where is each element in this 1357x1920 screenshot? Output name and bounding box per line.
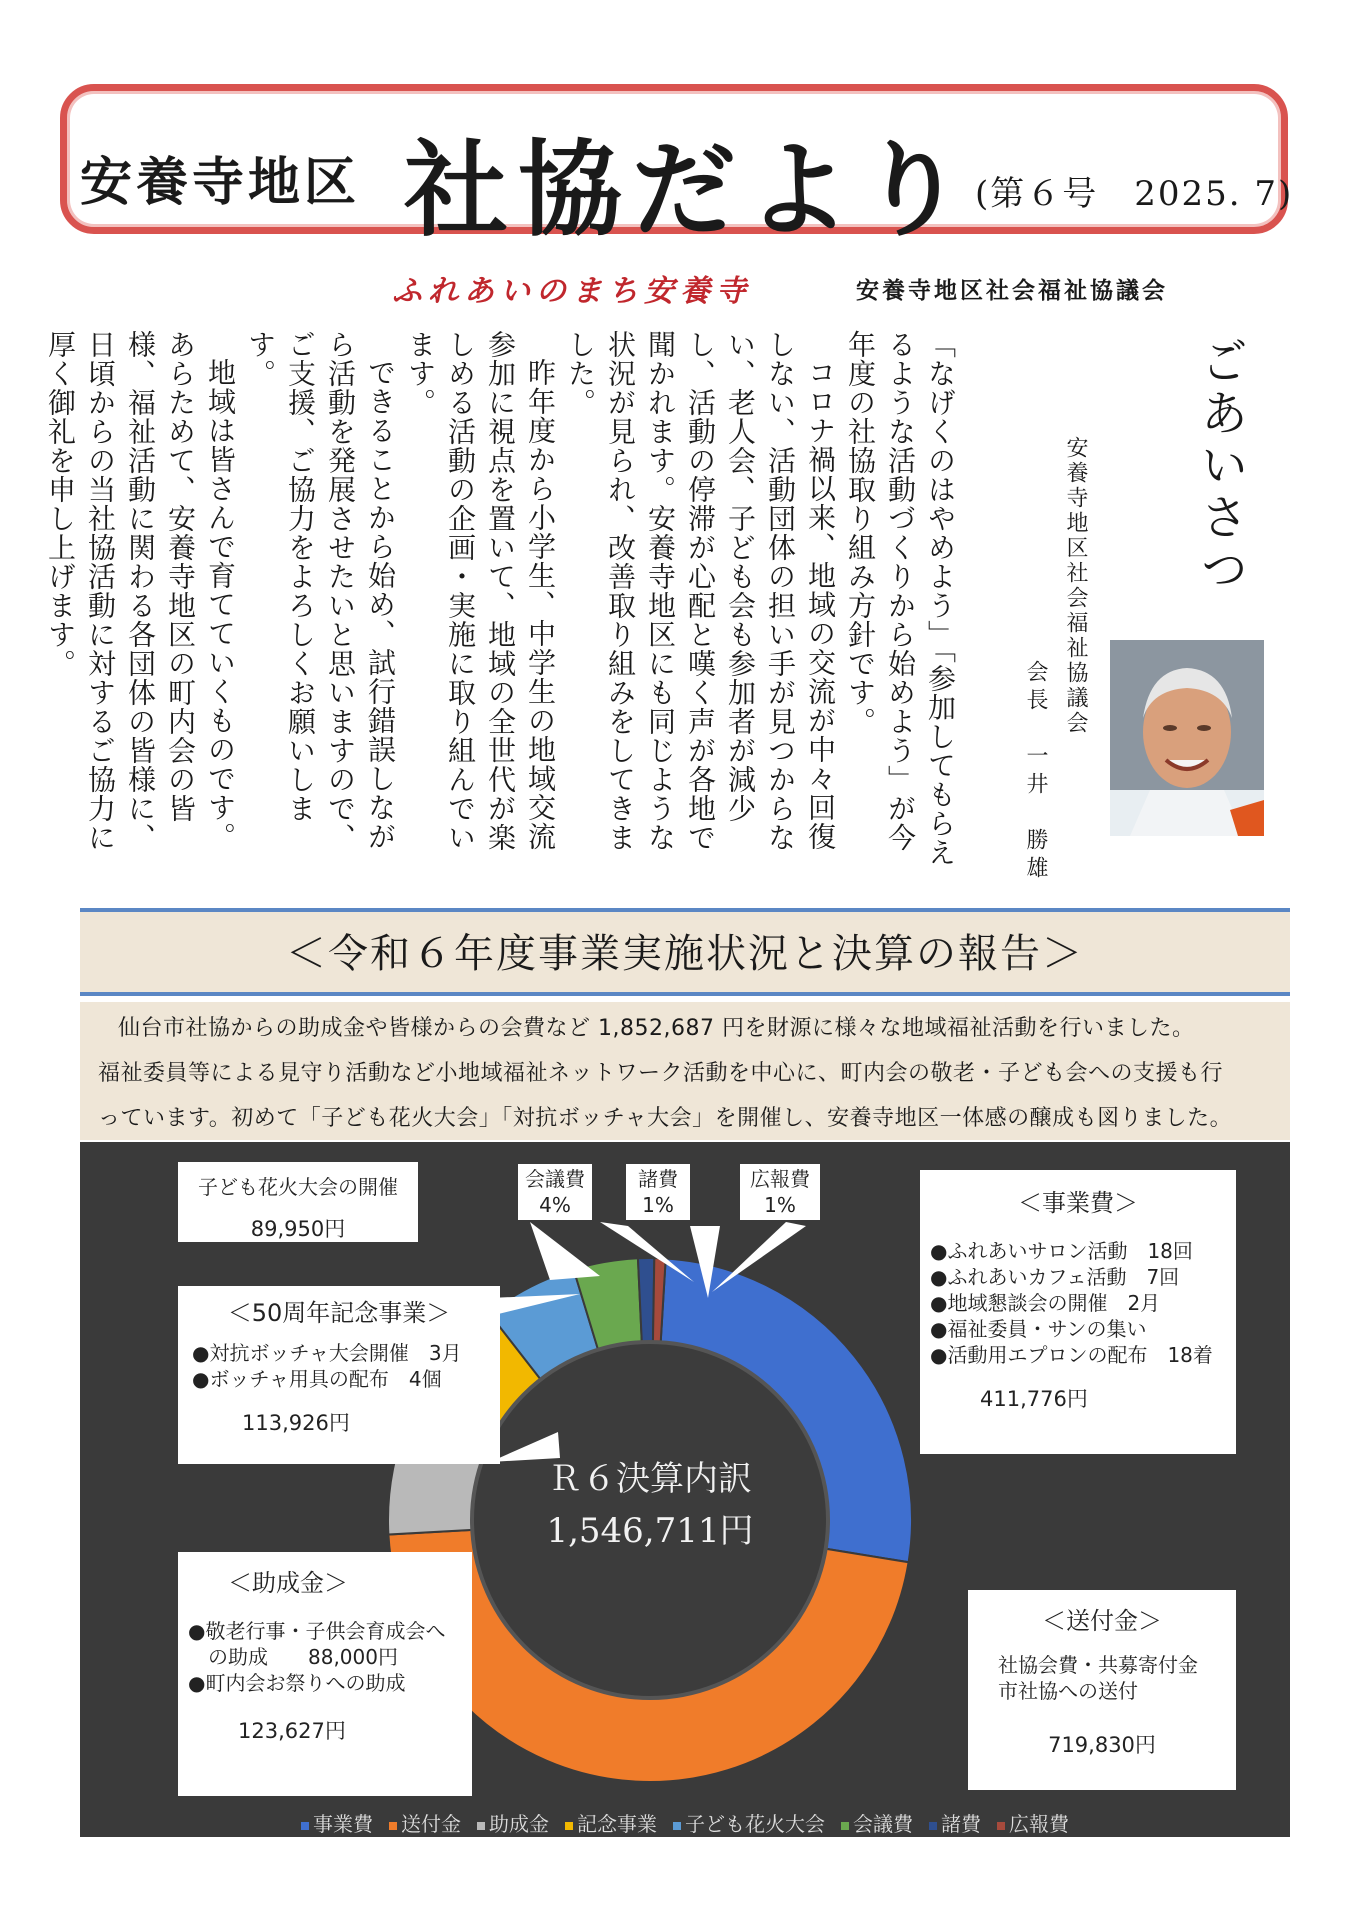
- legend-item: [997, 1812, 1069, 1836]
- callout-joseikin-amount: 123,627円: [238, 1719, 346, 1743]
- legend-label: 子ども花火大会: [685, 1812, 825, 1836]
- legend-swatch: [841, 1822, 849, 1830]
- area-name: 安養寺地区: [80, 152, 361, 213]
- callout-joseikin-heading: ＜助成金＞: [228, 1569, 348, 1597]
- callout-sofukin-item: 市社協への送付: [998, 1679, 1138, 1703]
- callout-jigyohi-heading: ＜事業費＞: [1018, 1189, 1138, 1217]
- legend-swatch: [477, 1822, 485, 1830]
- legend-swatch: [997, 1822, 1005, 1830]
- report-intro-line: 仙台市社協からの助成金や皆様からの会費など 1,852,687 円を財源に様々な地域福祉活動を行いました。: [118, 1016, 1195, 1041]
- callout-jigyohi-item: ●地域懇談会の開催 2月: [930, 1291, 1161, 1315]
- greeting-paragraph-5: 地域は皆さんで育てていくものです。: [204, 358, 237, 851]
- callout-koho: [740, 1164, 820, 1220]
- callout-koho-pct: 1%: [764, 1193, 796, 1217]
- callout-sofukin-item: 社協会費・共募寄付金: [998, 1653, 1198, 1677]
- callout-joseikin: [178, 1552, 472, 1796]
- chair-organization: 安養寺地区社会福祉協議会: [1063, 436, 1088, 736]
- legend-item: [673, 1812, 825, 1836]
- callout-shohi-pct: 1%: [642, 1193, 674, 1217]
- legend-swatch: [673, 1822, 681, 1830]
- callout-kinen-heading: ＜50周年記念事業＞: [227, 1299, 451, 1327]
- slogan: ふれあいのまち安養寺: [392, 274, 752, 309]
- callout-joseikin-item: の助成 88,000円: [188, 1645, 398, 1669]
- greeting-body: [44, 330, 960, 870]
- callout-kaigi-pct: 4%: [539, 1193, 571, 1217]
- chair-photo: [1110, 640, 1264, 836]
- legend-swatch: [565, 1822, 573, 1830]
- issue-number: (第６号 2025. 7): [975, 174, 1294, 214]
- callout-hanabi-heading: 子ども花火大会の開催: [198, 1175, 398, 1199]
- legend-item: [841, 1812, 913, 1836]
- callout-jigyohi-amount: 411,776円: [980, 1387, 1088, 1411]
- callout-kaigi: [518, 1164, 592, 1220]
- callout-koho-name: 広報費: [750, 1167, 810, 1191]
- chart-center-label: Ｒ６決算内訳: [548, 1459, 752, 1499]
- callout-joseikin-item: ●町内会お祭りへの助成: [188, 1671, 406, 1695]
- callout-sofukin-amount: 719,830円: [1048, 1733, 1156, 1757]
- legend-swatch: [389, 1822, 397, 1830]
- callout-joseikin-item: ●敬老行事・子供会育成会へ: [188, 1619, 446, 1643]
- callout-shohi-name: 諸費: [638, 1167, 678, 1191]
- callout-kinen: [178, 1286, 500, 1464]
- report-intro-line: っています。初めて「子ども花火大会」「対抗ボッチャ大会」を開催し、安養寺地区一体感の醸成も図りました。: [98, 1106, 1233, 1131]
- callout-sofukin: [968, 1590, 1236, 1790]
- report-intro: [80, 1002, 1290, 1140]
- donut-slice-7: [638, 1258, 654, 1342]
- legend-label: 助成金: [489, 1812, 549, 1836]
- report-title: ＜令和６年度事業実施状況と決算の報告＞: [286, 931, 1084, 977]
- legend-item: [477, 1812, 549, 1836]
- portrait-illustration: [1110, 640, 1264, 836]
- greeting-paragraph-1: 「なげくのはやめよう」「参加してもらえるような活動づくりから始めよう」が今年度の社協取り組み方針です。: [844, 330, 957, 867]
- callout-kinen-item: ●ボッチャ用具の配布 4個: [192, 1367, 442, 1391]
- report-intro-line: 福祉委員等による見守り活動など小地域福祉ネットワーク活動を中心に、町内会の敬老・子ども会への支援も行: [98, 1061, 1224, 1086]
- legend-label: 事業費: [313, 1812, 373, 1836]
- budget-chart-area: [80, 1142, 1290, 1837]
- callout-jigyohi-item: ●活動用エプロンの配布 18着: [930, 1343, 1213, 1367]
- publisher: 安養寺地区社会福祉協議会: [856, 277, 1168, 304]
- callout-hanabi: [178, 1162, 418, 1242]
- chart-legend: [80, 1808, 1290, 1837]
- callout-sofukin-heading: ＜送付金＞: [1042, 1607, 1162, 1635]
- greeting-heading: ごあいさつ: [1192, 336, 1248, 596]
- newsletter-title: 社協だより: [404, 128, 975, 251]
- legend-label: 広報費: [1009, 1812, 1069, 1836]
- legend-swatch: [929, 1822, 937, 1830]
- callout-shohi: [626, 1164, 690, 1220]
- legend-item: [389, 1812, 461, 1836]
- legend-label: 会議費: [853, 1812, 913, 1836]
- callout-kaigi-name: 会議費: [525, 1167, 585, 1191]
- legend-swatch: [301, 1822, 309, 1830]
- greeting-paragraph-4: できることから始め、試行錯誤しながら活動を発展させたいと思いますので、ご支援、ご協力をよろしくお願いします。: [244, 330, 397, 852]
- legend-item: [929, 1812, 981, 1836]
- callout-jigyohi-item: ●ふれあいカフェ活動 7回: [930, 1265, 1180, 1289]
- chair-name: 会長 一井 勝雄: [1023, 660, 1048, 884]
- legend-label: 送付金: [401, 1812, 461, 1836]
- chart-center-total: 1,546,711円: [546, 1511, 754, 1551]
- greeting-paragraph-2: コロナ禍以来、地域の交流が中々回復しない、活動団体の担い手が見つからない、老人会、子ども会も参加者が減少し、活動の停滞が心配と嘆く声が各地で聞かれます。安養寺地区にも同じような状況が見られ、改善取り組みをしてきました。: [564, 330, 837, 852]
- legend-label: 諸費: [941, 1812, 981, 1836]
- greeting-paragraph-3: 昨年度から小学生、中学生の地域交流参加に視点を置いて、地域の全世代が楽しめる活動の企画・実施に取り組んでいます。: [404, 330, 557, 852]
- legend-item: [565, 1812, 657, 1836]
- callout-jigyohi-item: ●ふれあいサロン活動 18回: [930, 1239, 1193, 1263]
- callout-jigyohi: [920, 1170, 1236, 1454]
- greeting-paragraph-6: あらためて、安養寺地区の町内会の皆様、福祉活動に関わる各団体の皆様に、日頃からの当社協活動に対するご協力に厚く御礼を申し上げます。: [44, 330, 197, 852]
- legend-label: 記念事業: [577, 1812, 657, 1836]
- callout-kinen-item: ●対抗ボッチャ大会開催 3月: [192, 1341, 462, 1365]
- callout-hanabi-amount: 89,950円: [250, 1217, 346, 1241]
- callout-jigyohi-item: ●福祉委員・サンの集い: [930, 1317, 1147, 1341]
- callout-kinen-amount: 113,926円: [242, 1411, 350, 1435]
- legend-item: [301, 1812, 373, 1836]
